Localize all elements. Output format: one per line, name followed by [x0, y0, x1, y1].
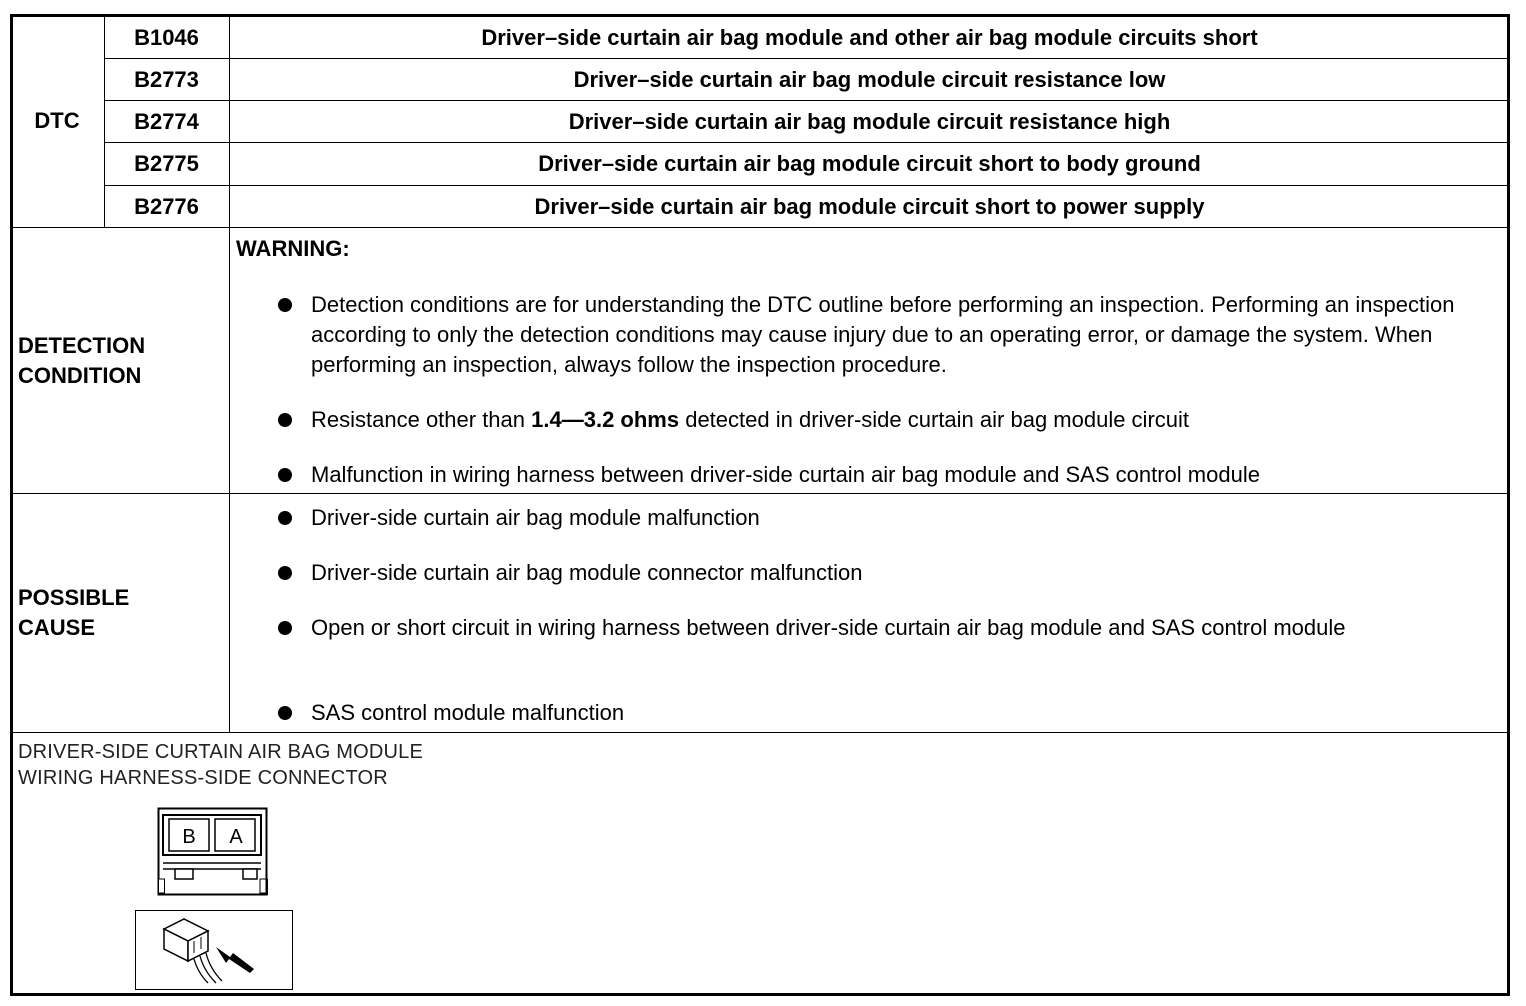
dtc-code: B2774: [134, 108, 199, 134]
cause-item: Driver-side curtain air bag module connector malfunction: [311, 560, 863, 585]
dtc-label: DTC: [34, 108, 80, 133]
bullet-icon: [278, 468, 292, 482]
cause-item: Open or short circuit in wiring harness between driver-side curtain air bag module and SAS control module: [311, 615, 1346, 640]
connector-diagram-title: [18, 739, 423, 791]
detection-bullet-text-post: detected in driver-side curtain air bag module circuit: [679, 407, 1190, 432]
dtc-description: Driver–side curtain air bag module circuit resistance high: [568, 108, 1171, 134]
bullet-icon: [278, 511, 292, 525]
section-divider: [10, 227, 1510, 228]
detection-label-line: CONDITION: [18, 362, 142, 388]
detection-bullet-text: Detection conditions are for understanding the DTC outline before performing an inspection. Performing an inspection according to only the detection conditions may cause injury due to an operating error, or damage the system. When performing an inspection, always follow the inspection procedure.: [311, 292, 1455, 377]
bullet-icon: [278, 706, 292, 720]
detection-label-line: DETECTION: [18, 332, 146, 358]
dtc-description: Driver–side curtain air bag module circuit short to body ground: [538, 151, 1201, 176]
cause-label-line: CAUSE: [18, 615, 96, 640]
detection-condition-label: [18, 228, 228, 493]
dtc-code: B1046: [134, 24, 199, 50]
detection-bullet-text: Malfunction in wiring harness between driver-side curtain air bag module and SAS control module: [311, 462, 1260, 487]
warning-title: WARNING:: [236, 236, 350, 261]
resistance-spec: 1.4—3.2 ohms: [531, 407, 680, 432]
possible-cause-label: [18, 494, 228, 732]
bullet-icon: [278, 621, 292, 635]
dtc-code: B2773: [134, 66, 199, 92]
terminal-a-label: A: [229, 826, 243, 848]
dtc-description: Driver–side curtain air bag module circuit short to power supply: [534, 193, 1205, 219]
harness-connector-diagram: [157, 807, 269, 899]
section-divider: [10, 493, 1510, 494]
connector-plug-icon: [136, 911, 291, 988]
diagram-title-line: DRIVER-SIDE CURTAIN AIR BAG MODULE: [18, 741, 424, 763]
bullet-icon: [278, 298, 292, 312]
dtc-code: B2775: [134, 151, 199, 176]
cause-item: SAS control module malfunction: [311, 700, 625, 725]
dtc-description: Driver–side curtain air bag module circuit resistance low: [573, 66, 1166, 92]
bullet-icon: [278, 413, 292, 427]
cause-item: Driver-side curtain air bag module malfunction: [311, 505, 760, 530]
section-divider: [10, 732, 1510, 733]
dtc-description: Driver–side curtain air bag module and other air bag module circuits short: [481, 24, 1258, 50]
bullet-icon: [278, 566, 292, 580]
cause-label-line: POSSIBLE: [18, 585, 130, 610]
detection-bullet-text: [311, 405, 1481, 435]
terminal-b-label: B: [182, 826, 196, 848]
detection-bullet-text-pre: Resistance other than: [311, 407, 532, 432]
diagram-title-line: WIRING HARNESS-SIDE CONNECTOR: [18, 767, 388, 789]
connector-location-view: [135, 910, 293, 990]
dtc-code: B2776: [134, 193, 199, 219]
